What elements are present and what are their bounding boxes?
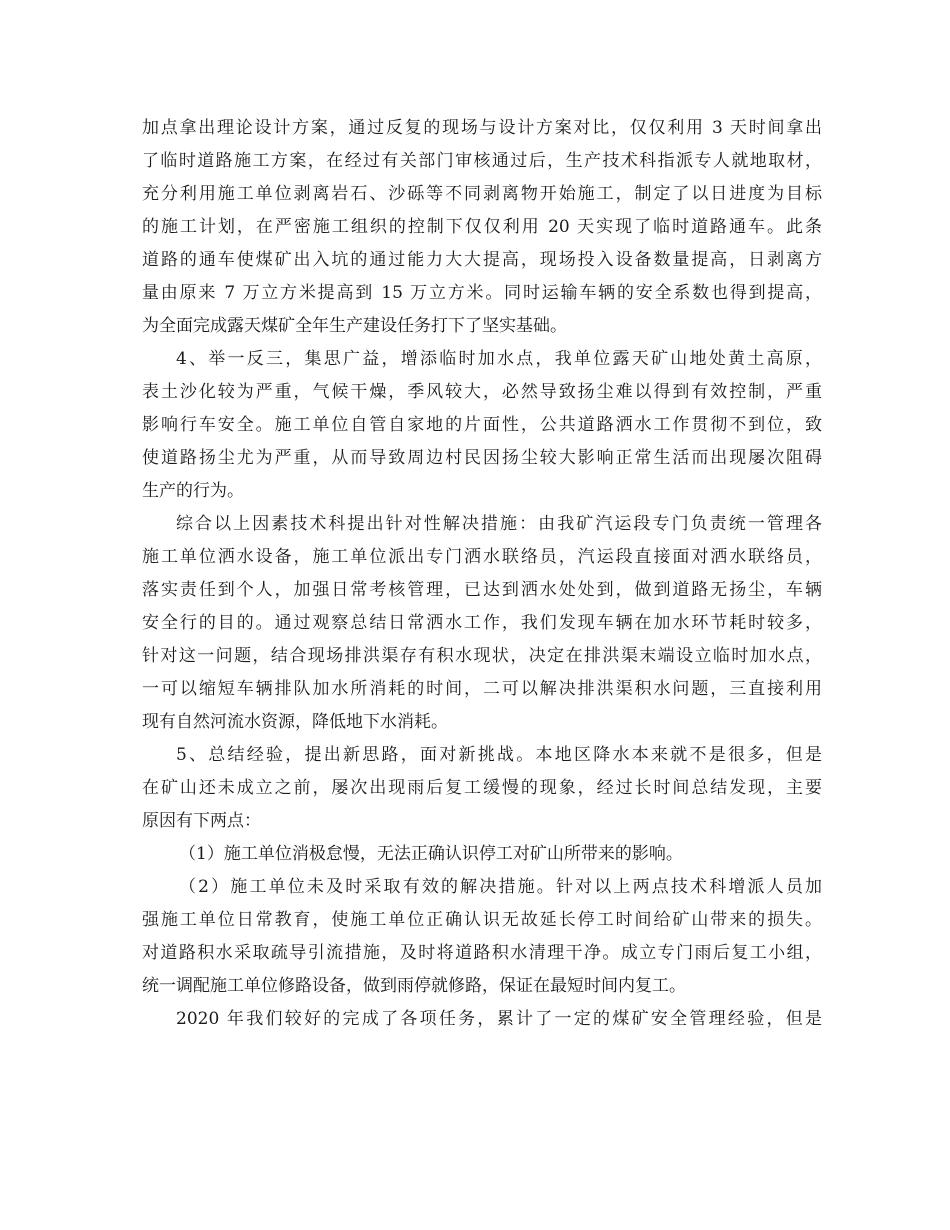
text-line: 充分利用施工单位剥离岩石、沙砾等不同剥离物开始施工，制定了以日进度为目标 [142,184,822,204]
text-line: 施工单位洒水设备，施工单位派出专门洒水联络员，汽运段直接面对洒水联络员， [142,547,822,567]
text-line: 统一调配施工单位修路设备，做到雨停就修路，保证在最短时间内复工。 [142,976,686,996]
text-line: 加点拿出理论设计方案，通过反复的现场与设计方案对比，仅仅利用 3 天时间拿出 [142,118,822,138]
text-line: 4、举一反三，集思广益，增添临时加水点，我单位露天矿山地处黄土高原， [176,349,822,369]
text-line: 量由原来 7 万立方米提高到 15 万立方米。同时运输车辆的安全系数也得到提高， [142,283,822,303]
text-line: （1）施工单位消极怠慢，无法正确认识停工对矿山所带来的影响。 [179,844,683,864]
text-line: 安全行的目的。通过观察总结日常洒水工作，我们发现车辆在加水环节耗时较多， [142,613,822,633]
text-line: 综合以上因素技术科提出针对性解决措施：由我矿汽运段专门负责统一管理各 [176,514,822,534]
text-line: 为全面完成露天煤矿全年生产建设任务打下了坚实基础。 [142,316,567,336]
text-line: （2）施工单位未及时采取有效的解决措施。针对以上两点技术科增派人员加 [179,877,822,897]
text-line: 一可以缩短车辆排队加水所消耗的时间，二可以解决排洪渠积水问题，三直接利用 [142,679,822,699]
text-line: 现有自然河流水资源，降低地下水消耗。 [142,712,448,732]
text-line: 落实责任到个人，加强日常考核管理，已达到洒水处处到，做到道路无扬尘，车辆 [142,580,822,600]
text-line: 使道路扬尘尤为严重，从而导致周边村民因扬尘较大影响正常生活而出现屡次阻碍 [142,448,822,468]
text-line: 原因有下两点： [142,811,261,831]
text-line: 对道路积水采取疏导引流措施，及时将道路积水清理干净。成立专门雨后复工小组， [142,943,822,963]
document-body [142,112,822,1036]
text-line: 影响行车安全。施工单位自管自家地的片面性，公共道路洒水工作贯彻不到位，致 [142,415,822,435]
text-line: 5、总结经验，提出新思路，面对新挑战。本地区降水本来就不是很多，但是 [176,745,822,765]
text-line: 生产的行为。 [142,481,244,501]
text-line: 在矿山还未成立之前，屡次出现雨后复工缓慢的现象，经过长时间总结发现，主要 [142,778,822,798]
text-line: 强施工单位日常教育，使施工单位正确认识无故延长停工时间给矿山带来的损失。 [142,910,822,930]
text-line: 了临时道路施工方案，在经过有关部门审核通过后，生产技术科指派专人就地取材， [142,151,822,171]
text-line: 2020 年我们较好的完成了各项任务，累计了一定的煤矿安全管理经验，但是 [176,1009,822,1029]
text-line: 道路的通车使煤矿出入坑的通过能力大大提高，现场投入设备数量提高，日剥离方 [142,250,822,270]
text-line: 的施工计划，在严密施工组织的控制下仅仅利用 20 天实现了临时道路通车。此条 [142,217,822,237]
text-line: 针对这一问题，结合现场排洪渠存有积水现状，决定在排洪渠末端设立临时加水点， [142,646,822,666]
text-line: 表土沙化较为严重，气候干燥，季风较大，必然导致扬尘难以得到有效控制，严重 [142,382,822,402]
